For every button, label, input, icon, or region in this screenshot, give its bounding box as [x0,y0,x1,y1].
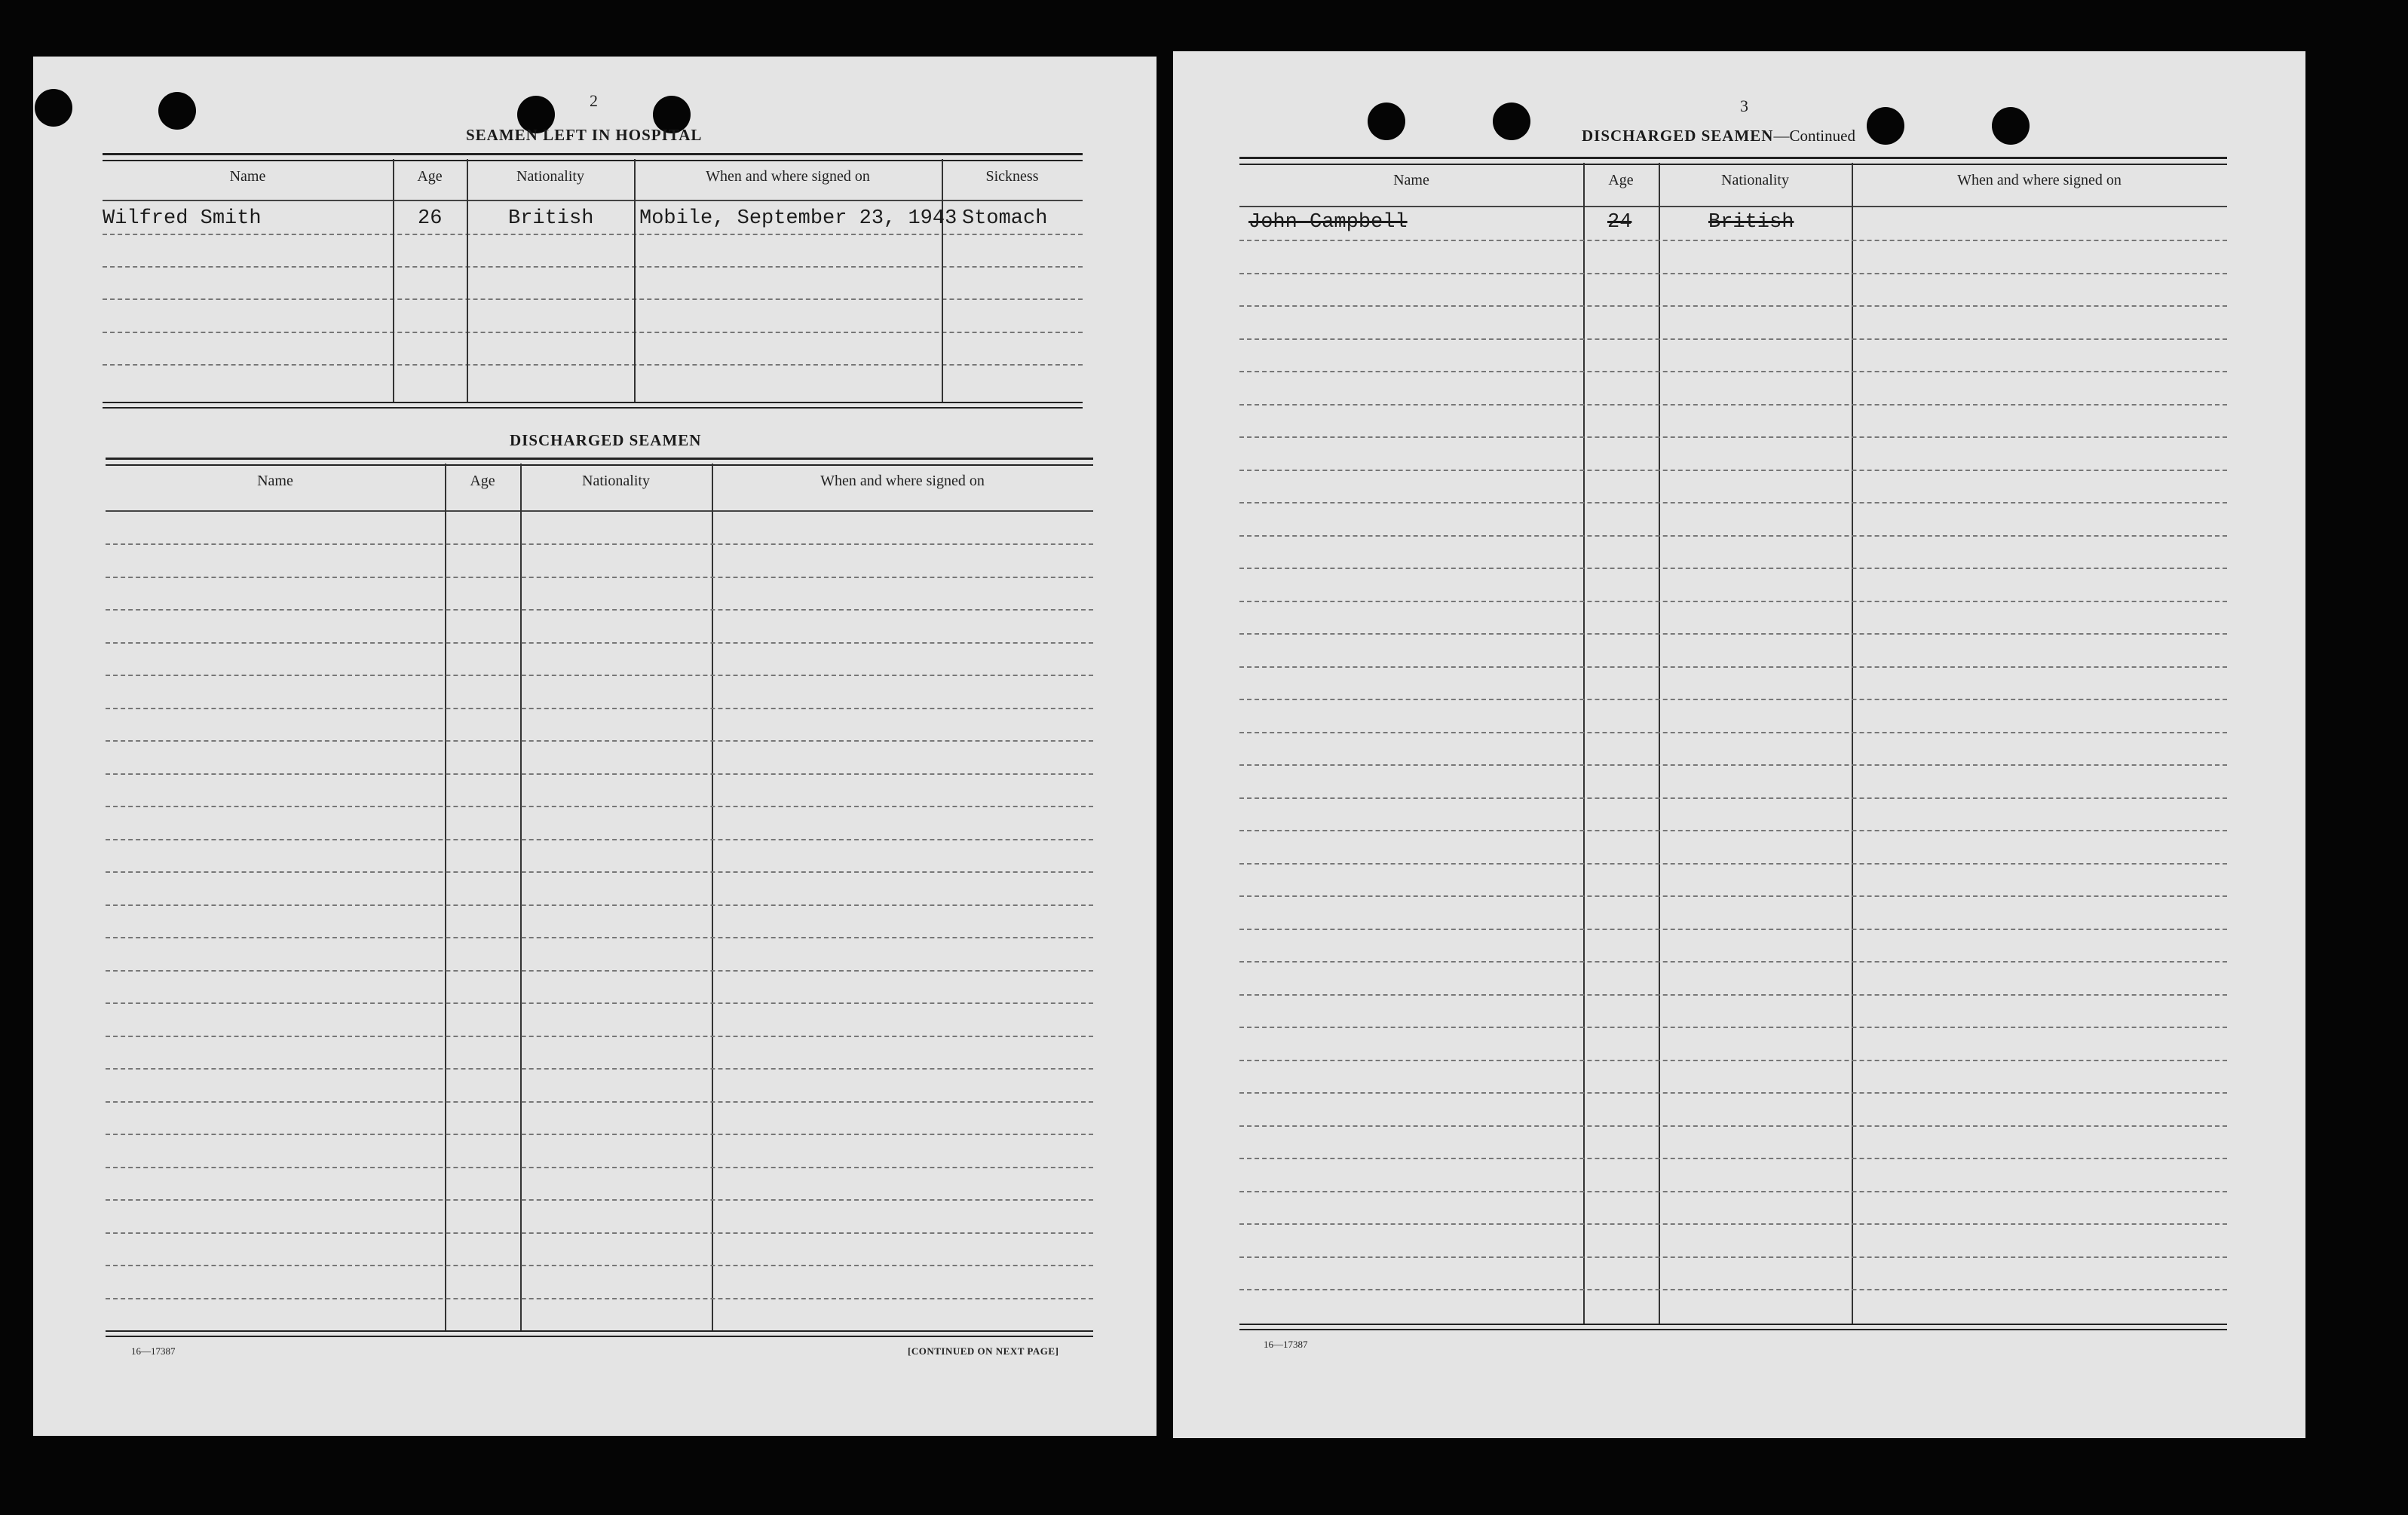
hospital-row-signed-on: Mobile, September 23, 1943 [639,207,957,230]
header-age: Age [417,168,443,185]
row-ruling [1239,732,2227,733]
row-ruling [1239,1191,2227,1192]
punch-hole [1867,107,1904,145]
right-section-title-suffix: —Continued [1773,127,1855,145]
right-section-title [1582,127,1855,145]
punch-hole [1992,107,2030,145]
header-signed-on: When and where signed on [706,168,870,185]
row-ruling [106,970,1093,972]
row-ruling [106,642,1093,644]
row-ruling [106,1167,1093,1168]
hospital-row-name: Wilfred Smith [103,207,262,230]
discharged-continued-table [1239,157,2227,1393]
row-ruling [1239,994,2227,996]
form-number: 16—17387 [1264,1339,1308,1350]
continued-note: [CONTINUED ON NEXT PAGE] [908,1345,1059,1357]
row-ruling [106,1002,1093,1004]
page-number: 2 [590,91,598,110]
row-ruling [106,1036,1093,1037]
row-ruling [106,577,1093,578]
row-ruling [1239,371,2227,372]
discharged-row-name: John Campbell [1248,211,1408,234]
row-ruling [1239,699,2227,700]
header-sickness: Sickness [985,168,1039,185]
discharged-table [106,458,1093,1400]
row-ruling [1239,1027,2227,1028]
row-ruling [106,609,1093,611]
row-ruling [1239,1289,2227,1290]
row-ruling [1239,436,2227,438]
row-ruling [1239,633,2227,635]
row-ruling [1239,273,2227,274]
row-ruling [1239,1092,2227,1094]
row-ruling [1239,568,2227,569]
hospital-section-title: SEAMEN LEFT IN HOSPITAL [466,126,703,144]
row-ruling [106,1199,1093,1201]
row-ruling [106,1265,1093,1266]
row-ruling [106,675,1093,676]
row-ruling [1239,1158,2227,1159]
row-ruling [1239,502,2227,503]
row-ruling [106,1101,1093,1103]
row-ruling [1239,404,2227,406]
hospital-table [103,153,1083,470]
row-ruling [1239,338,2227,340]
row-ruling [106,1232,1093,1234]
discharged-row-nationality: British [1708,211,1794,234]
punch-hole [158,92,196,130]
row-ruling [106,1298,1093,1299]
row-ruling [1239,797,2227,799]
punch-hole [35,89,72,127]
row-ruling [106,773,1093,775]
row-ruling [1239,305,2227,307]
header-nationality: Nationality [582,473,650,489]
row-ruling [1239,1060,2227,1061]
hospital-row-nationality: British [508,207,594,230]
row-ruling [1239,929,2227,930]
row-ruling [1239,535,2227,537]
row-ruling [1239,1125,2227,1127]
row-ruling [1239,830,2227,831]
hospital-row-sickness: Stomach [962,207,1048,230]
row-ruling [1239,601,2227,602]
header-name: Name [1393,172,1429,188]
punch-hole [1368,103,1405,140]
row-ruling [106,937,1093,938]
row-ruling [1239,666,2227,668]
discharged-row-age: 24 [1607,211,1632,234]
row-ruling [106,806,1093,807]
row-ruling [106,871,1093,873]
header-nationality: Nationality [516,168,584,185]
row-ruling [1239,764,2227,766]
header-name: Name [257,473,293,489]
row-ruling [106,1134,1093,1135]
header-signed-on: When and where signed on [820,473,985,489]
hospital-row-age: 26 [418,207,443,230]
row-ruling [1239,1223,2227,1225]
row-ruling [1239,470,2227,471]
discharged-section-title: DISCHARGED SEAMEN [510,431,702,449]
form-number: 16—17387 [131,1345,176,1357]
header-age: Age [470,473,495,489]
row-ruling [106,543,1093,545]
header-name: Name [229,168,266,185]
row-ruling [106,740,1093,742]
row-ruling [106,708,1093,709]
row-ruling [1239,240,2227,241]
header-nationality: Nationality [1721,172,1789,188]
row-ruling [1239,895,2227,897]
right-page [1173,51,2305,1438]
row-ruling [106,1068,1093,1070]
right-section-title-main: DISCHARGED SEAMEN [1582,127,1774,145]
left-page [33,57,1157,1436]
row-ruling [106,839,1093,840]
punch-hole [1493,103,1530,140]
row-ruling [1239,1256,2227,1258]
header-age: Age [1608,172,1634,188]
header-signed-on: When and where signed on [1957,172,2122,188]
row-ruling [1239,961,2227,963]
row-ruling [1239,863,2227,865]
page-number: 3 [1740,96,1748,115]
row-ruling [106,904,1093,906]
